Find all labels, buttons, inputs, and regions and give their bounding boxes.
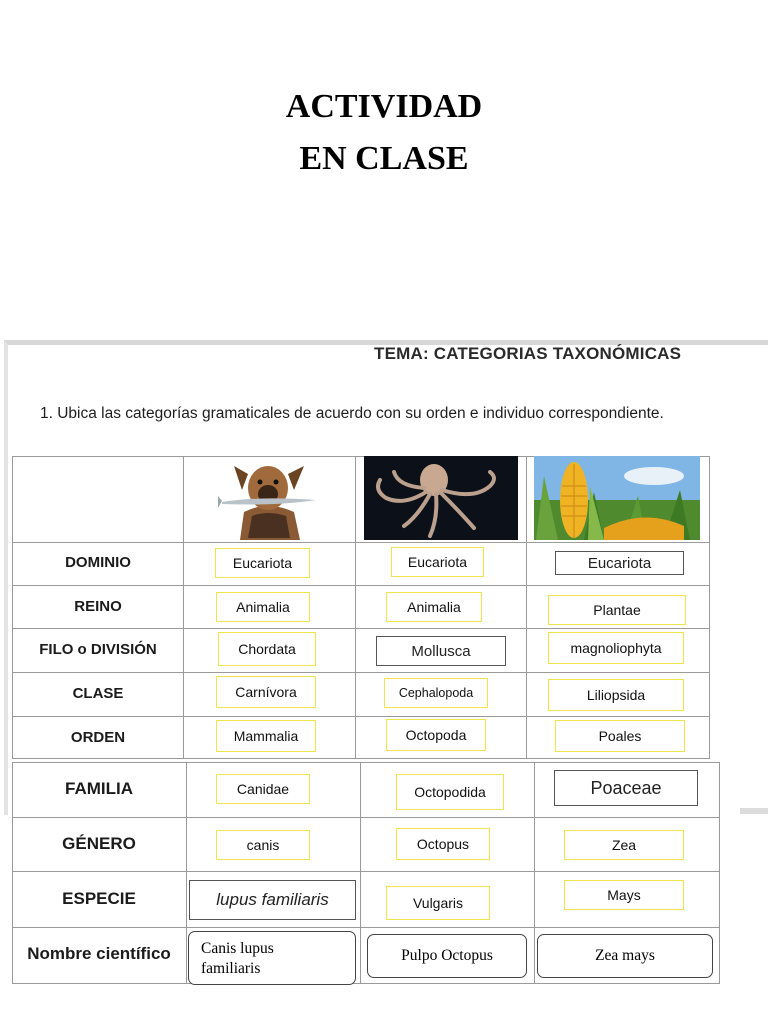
- worksheet-instruction: 1. Ubica las categorías gramaticales de acuerdo con su orden e individuo correspondiente.: [40, 405, 664, 422]
- row-label-reino: REINO: [74, 598, 122, 615]
- answer-especie-octopus[interactable]: Vulgaris: [386, 886, 490, 920]
- answer-orden-corn[interactable]: Poales: [555, 720, 685, 752]
- answer-clase-dog[interactable]: Carnívora: [216, 676, 316, 708]
- dog-image: [218, 460, 320, 540]
- answer-filo-octopus[interactable]: Mollusca: [376, 636, 506, 666]
- answer-genero-dog[interactable]: canis: [216, 830, 310, 860]
- answer-genero-corn[interactable]: Zea: [564, 830, 684, 860]
- row-label-dominio: DOMINIO: [65, 554, 131, 571]
- answer-nombre-dog[interactable]: [188, 931, 356, 985]
- answer-nombre-corn[interactable]: Zea mays: [537, 934, 713, 978]
- answer-familia-corn[interactable]: Poaceae: [554, 770, 698, 806]
- row-label-nombre: Nombre científico: [27, 944, 171, 963]
- answer-familia-dog[interactable]: Canidae: [216, 774, 310, 804]
- answer-reino-octopus[interactable]: Animalia: [386, 592, 482, 622]
- answer-clase-corn[interactable]: Liliopsida: [548, 679, 684, 711]
- answer-dominio-octopus[interactable]: Eucariota: [391, 547, 484, 577]
- row-label-filo: FILO o DIVISIÓN: [39, 641, 157, 658]
- answer-especie-dog[interactable]: lupus familiaris: [189, 880, 356, 920]
- answer-filo-corn[interactable]: magnoliophyta: [548, 632, 684, 664]
- row-label-genero: GÉNERO: [62, 834, 136, 853]
- answer-reino-dog[interactable]: Animalia: [216, 592, 310, 622]
- answer-filo-dog[interactable]: Chordata: [218, 632, 316, 666]
- page-title-line1: ACTIVIDAD: [285, 88, 483, 125]
- answer-dominio-corn[interactable]: Eucariota: [555, 551, 684, 575]
- answer-nombre-octopus[interactable]: Pulpo Octopus: [367, 934, 527, 978]
- answer-nombre-dog-line2: familiaris: [201, 960, 261, 977]
- answer-dominio-dog[interactable]: Eucariota: [215, 548, 310, 578]
- answer-genero-octopus[interactable]: Octopus: [396, 828, 490, 860]
- corn-image: [534, 456, 700, 540]
- answer-clase-octopus[interactable]: Cephalopoda: [384, 678, 488, 708]
- row-label-clase: CLASE: [72, 685, 124, 702]
- answer-orden-dog[interactable]: Mammalia: [216, 720, 316, 752]
- answer-reino-corn[interactable]: Plantae: [548, 595, 686, 625]
- row-label-orden: ORDEN: [70, 729, 126, 746]
- octopus-image: [364, 456, 518, 540]
- worksheet-topic: TEMA: CATEGORIAS TAXONÓMICAS: [374, 344, 682, 363]
- answer-familia-octopus[interactable]: Octopodida: [396, 774, 504, 810]
- answer-orden-octopus[interactable]: Octopoda: [386, 719, 486, 751]
- answer-nombre-dog-line1: Canis lupus: [201, 940, 274, 957]
- scan-edge: [740, 808, 768, 814]
- page-title-line2: EN CLASE: [299, 140, 469, 177]
- row-label-especie: ESPECIE: [62, 889, 136, 908]
- answer-especie-corn[interactable]: Mays: [564, 880, 684, 910]
- row-label-familia: FAMILIA: [65, 779, 133, 798]
